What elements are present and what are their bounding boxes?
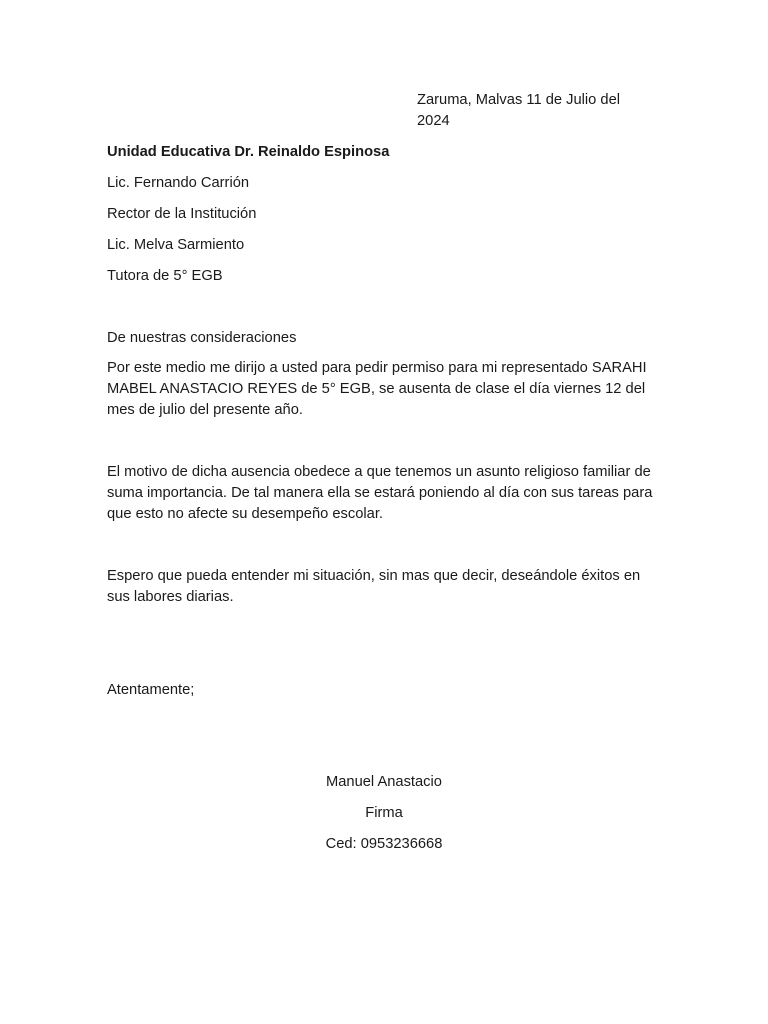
letter-date [417,90,647,132]
recipient-role-2: Tutora de 5° EGB [107,268,223,284]
signature-label: Firma [365,805,403,821]
date-line-1: Zaruma, Malvas 11 de Julio del [417,92,620,108]
letter-paragraph-2: El motivo de dicha ausencia obedece a que tenemos un asunto religioso familiar de suma importancia. De tal manera ella se estará poniendo al día con sus tareas para que esto no afecte su desempeño escolar. [107,464,653,522]
recipient-role-1: Rector de la Institución [107,206,257,222]
recipient-name-1: Lic. Fernando Carrión [107,175,250,191]
letter-paragraph-3: Espero que pueda entender mi situación, sin mas que decir, deseándole éxitos en sus labores diarias. [107,568,641,605]
signature-name: Manuel Anastacio [326,774,442,790]
signature-id: Ced: 0953236668 [325,836,443,852]
letter-closing: Atentamente; [107,682,195,698]
recipient-institution: Unidad Educativa Dr. Reinaldo Espinosa [107,144,390,160]
recipient-name-2: Lic. Melva Sarmiento [107,237,245,253]
letter-paragraph-1: Por este medio me dirijo a usted para pedir permiso para mi representado SARAHI MABEL ANASTACIO REYES de 5° EGB, se ausenta de clase el día viernes 12 del mes de julio del presente año. [107,360,647,418]
letter-greeting: De nuestras consideraciones [107,330,297,346]
date-line-2: 2024 [417,113,450,129]
